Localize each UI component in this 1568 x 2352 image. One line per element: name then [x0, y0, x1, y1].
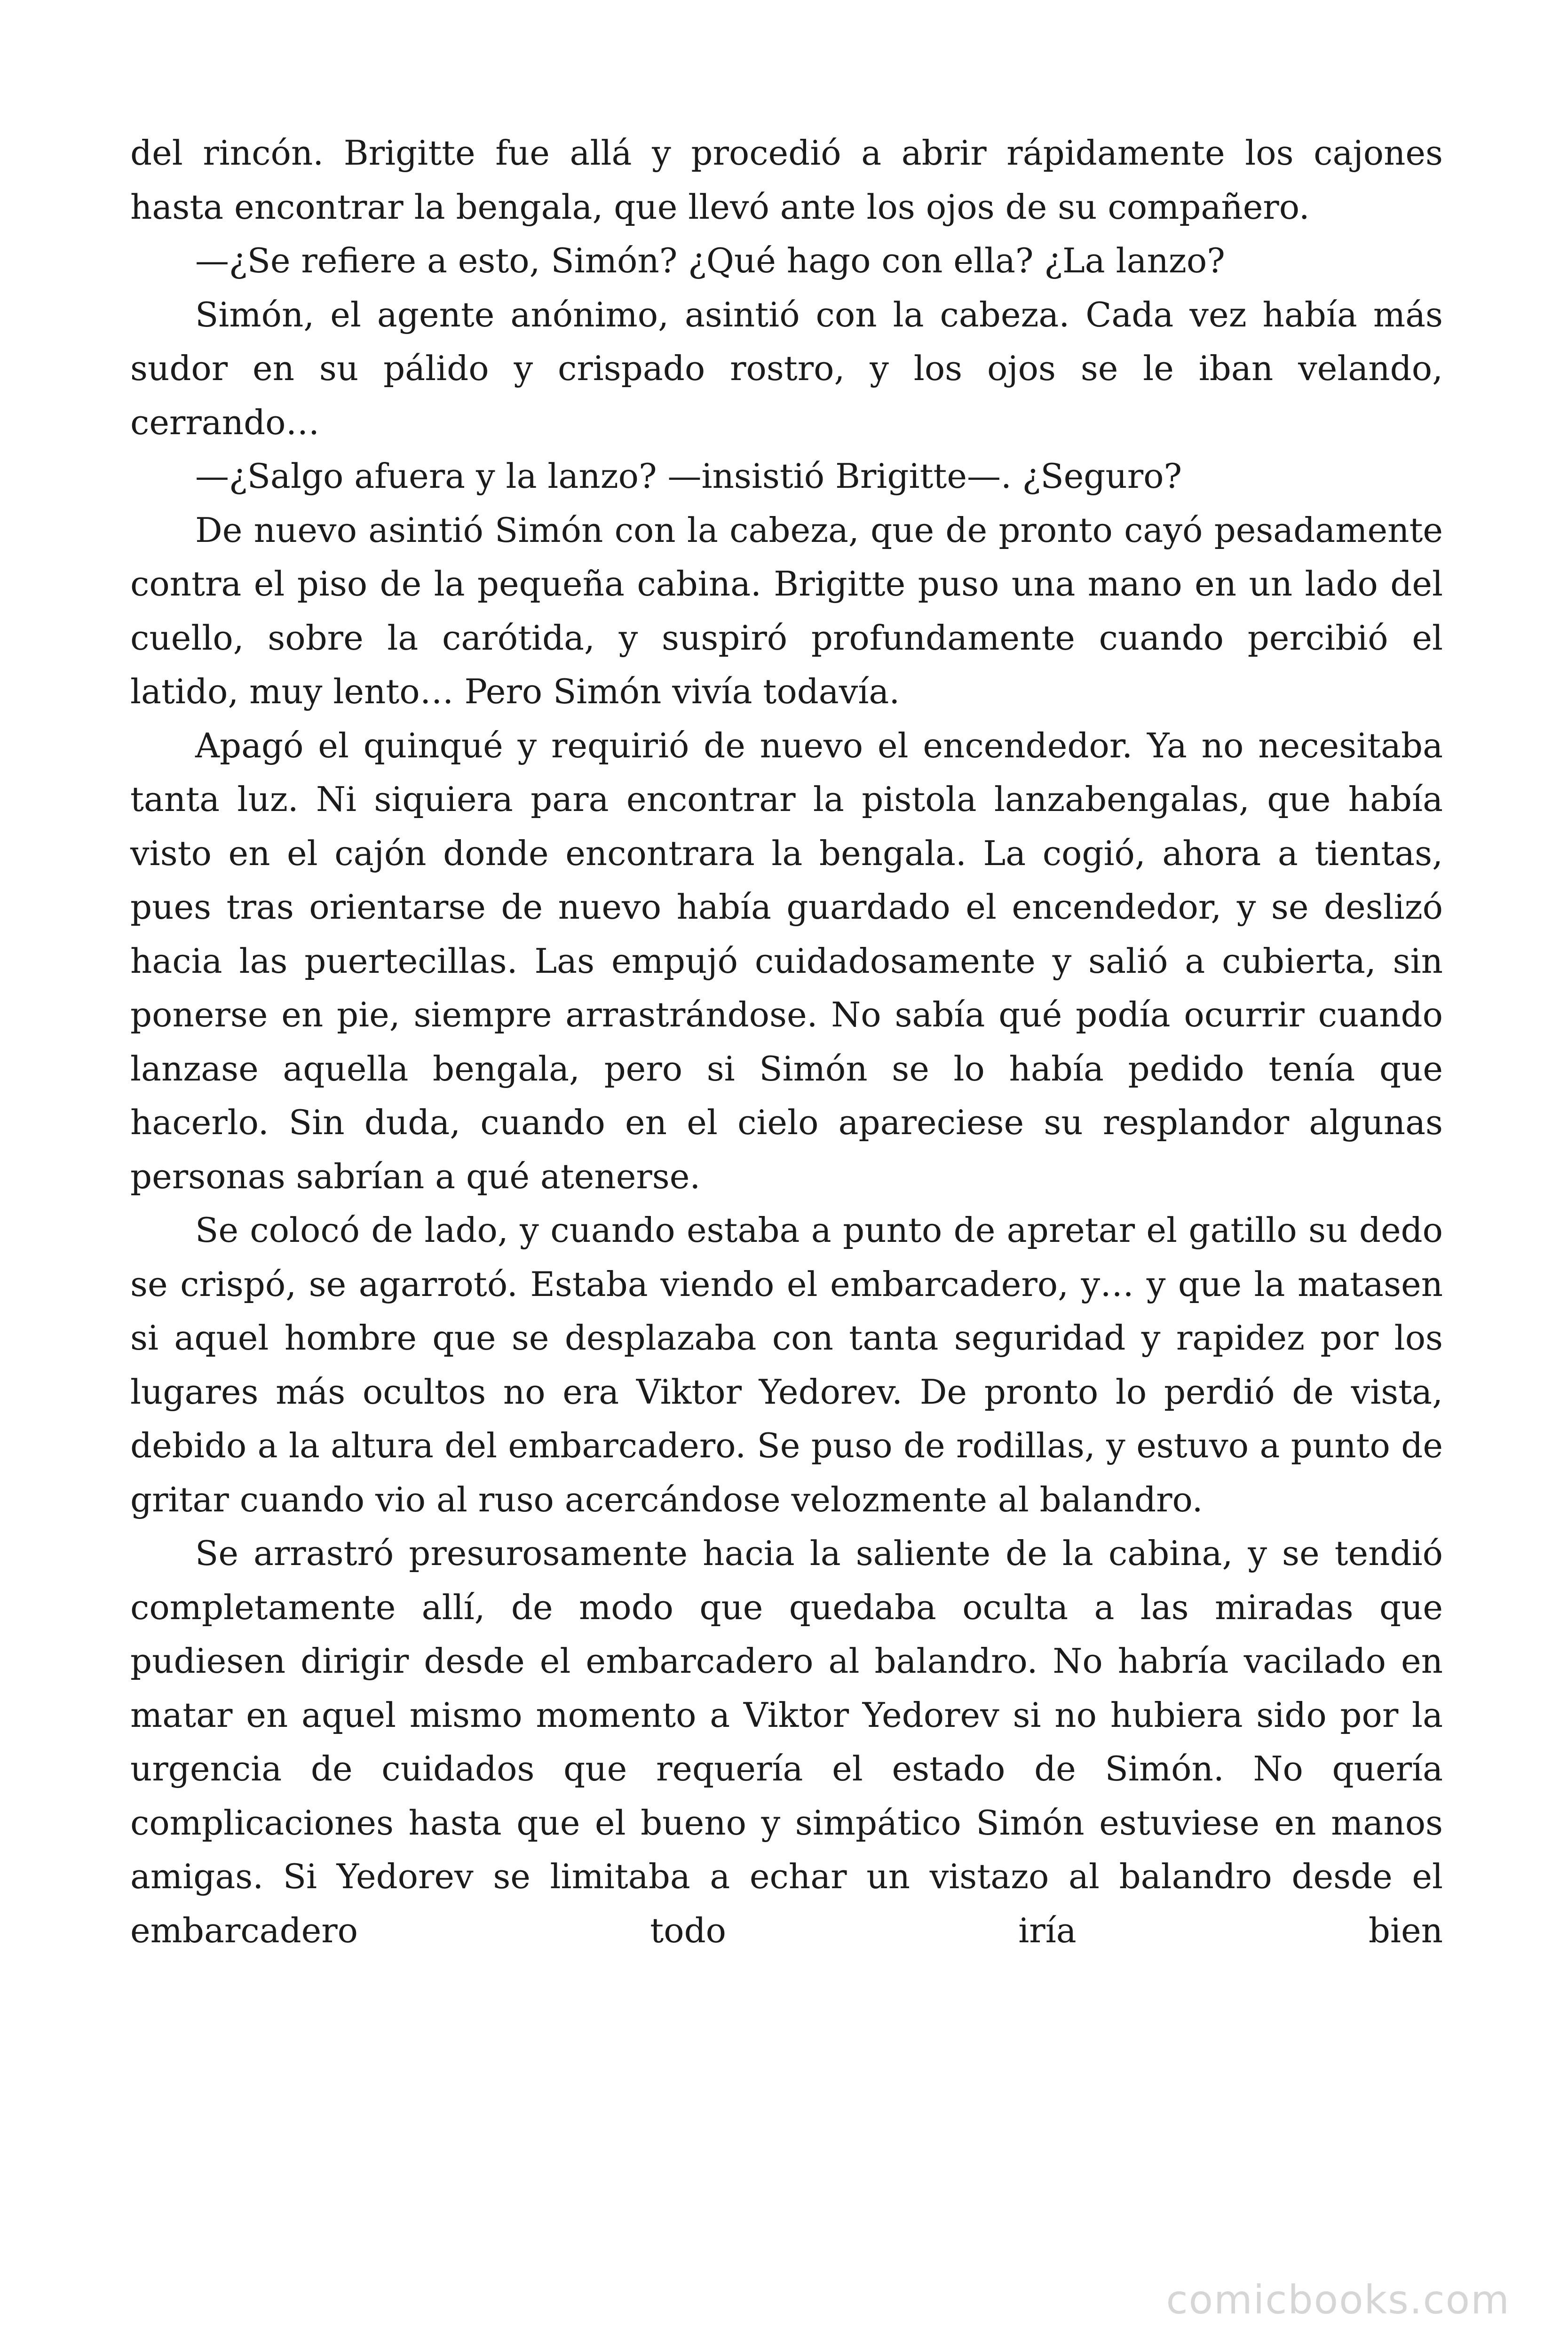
- paragraph: Se arrastró presurosamente hacia la saliente de la cabina, y se tendió completamente allí, de modo que quedaba oculta a las miradas que pudiesen dirigir desde el embarcadero al balandro. No habría vacilado en matar en aquel mismo momento a Viktor Yedorev si no hubiera sido por la urgencia de cuidados que requería el estado de Simón. No quería complicaciones hasta que el bueno y simpático Simón estuviese en manos amigas. Si Yedorev se limitaba a echar un vistazo al balandro desde el embarcadero todo iría bien: [130, 1534, 1443, 1950]
- paragraph: De nuevo asintió Simón con la cabeza, que de pronto cayó pesadamente contra el piso de la pequeña cabina. Brigitte puso una mano en un lado del cuello, sobre la carótida, y suspiró profundamente cuando percibió el latido, muy lento… Pero Simón vivía todavía.: [130, 510, 1443, 711]
- watermark: comicbooks.com: [1166, 2277, 1510, 2323]
- body-text: [130, 126, 1443, 1957]
- paragraph: Se colocó de lado, y cuando estaba a punto de apretar el gatillo su dedo se crispó, se agarrotó. Estaba viendo el embarcadero, y… y que la matasen si aquel hombre que se desplazaba con tanta seguridad y rapidez por los lugares más ocultos no era Viktor Yedorev. De pronto lo perdió de vista, debido a la altura del embarcadero. Se puso de rodillas, y estuvo a punto de gritar cuando vio al ruso acercándose velozmente al balandro.: [130, 1210, 1443, 1519]
- paragraph: Simón, el agente anónimo, asintió con la cabeza. Cada vez había más sudor en su pálido y crispado rostro, y los ojos se le iban velando, cerrando…: [130, 294, 1443, 442]
- paragraph: Apagó el quinqué y requirió de nuevo el encendedor. Ya no necesitaba tanta luz. Ni siquiera para encontrar la pistola lanzabengalas, que había visto en el cajón donde encontrara la bengala. La cogió, ahora a tientas, pues tras orientarse de nuevo había guardado el encendedor, y se deslizó hacia las puertecillas. Las empujó cuidadosamente y salió a cubierta, sin ponerse en pie, siempre arrastrándose. No sabía qué podía ocurrir cuando lanzase aquella bengala, pero si Simón se lo había pedido tenía que hacerlo. Sin duda, cuando en el cielo apareciese su resplandor algunas personas sabrían a qué atenerse.: [130, 725, 1443, 1196]
- paragraph: del rincón. Brigitte fue allá y procedió a abrir rápidamente los cajones hasta encontrar la bengala, que llevó ante los ojos de su compañero.: [130, 133, 1443, 227]
- paragraph: —¿Se refiere a esto, Simón? ¿Qué hago con ella? ¿La lanzo?: [195, 241, 1225, 280]
- paragraph: —¿Salgo afuera y la lanzo? —insistió Brigitte—. ¿Seguro?: [195, 456, 1182, 496]
